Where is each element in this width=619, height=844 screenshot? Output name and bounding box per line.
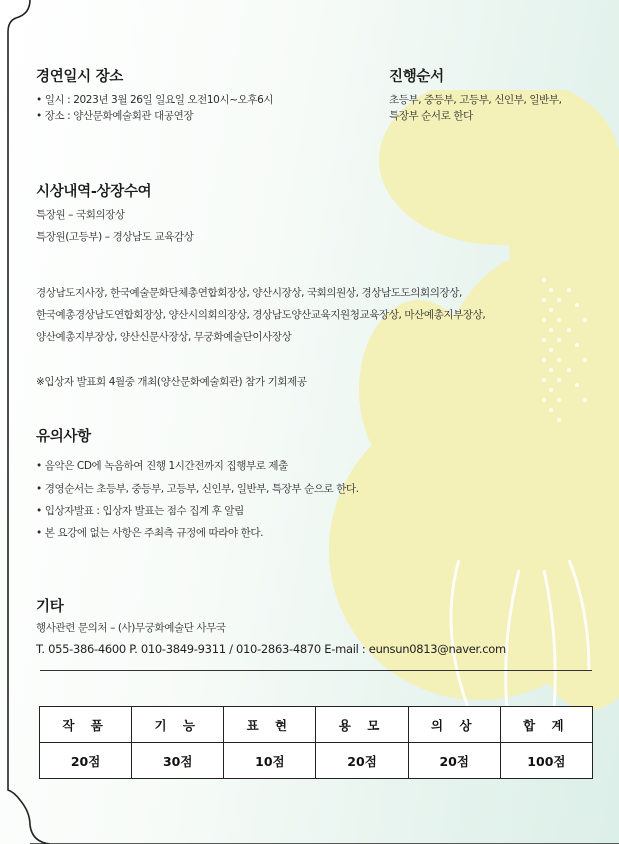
score-value-cell: 20점 [408, 743, 500, 779]
order-title: 진행순서 [389, 69, 444, 85]
score-value-cell: 20점 [40, 743, 132, 779]
score-header-cell: 의 상 [408, 707, 500, 743]
awards-line-1: 특장원 – 국회의장상 [36, 209, 125, 221]
score-value-cell: 30점 [132, 743, 224, 779]
score-header-cell: 작 품 [40, 707, 132, 743]
divider [40, 670, 592, 671]
schedule-venue: • 장소 : 양산문화예술회관 대공연장 [36, 108, 193, 123]
score-table [39, 706, 593, 779]
score-value-cell: 10점 [224, 743, 316, 779]
score-value-cell: 100점 [500, 743, 592, 779]
etc-inquiry: 행사관련 문의처 – (사)무궁화예술단 사무국 [36, 622, 226, 634]
notice-item-3: • 입상자발표 : 입상자 발표는 점수 집계 후 알림 [36, 503, 244, 518]
score-header-cell: 합 계 [500, 707, 592, 743]
score-header-cell: 표 현 [224, 707, 316, 743]
sponsors-line-2: 한국예총경상남도연합회장상, 양산시의회의장상, 경상남도양산교육지원청교육장상, 마산예총지부장상, [36, 309, 486, 321]
etc-contact: T. 055-386-4600 P. 010-3849-9311 / 010-2863-4870 E-mail : eunsun0813@naver.com [36, 642, 506, 656]
etc-title: 기타 [36, 599, 64, 615]
awards-note: ※입상자 발표회 4월중 개최(양산문화예술회관) 참가 기회제공 [36, 376, 307, 388]
notice-item-2: • 경영순서는 초등부, 중등부, 고등부, 신인부, 일반부, 특장부 순으로 한다. [36, 481, 359, 496]
score-value-row [40, 743, 593, 779]
notice-item-4: • 본 요강에 없는 사항은 주최측 규정에 따라야 한다. [36, 525, 263, 540]
awards-line-2: 특장원(고등부) – 경상남도 교육감상 [36, 231, 194, 243]
order-line-2: 특장부 순서로 한다 [389, 110, 473, 122]
schedule-title: 경연일시 장소 [36, 69, 123, 85]
score-header-row [40, 707, 593, 743]
schedule-date: • 일시 : 2023년 3월 26일 일요일 오전10시~오후6시 [36, 92, 273, 107]
awards-title: 시상내역-상장수여 [36, 184, 152, 200]
notice-item-1: • 음악은 CD에 녹음하여 진행 1시간전까지 집행부로 제출 [36, 458, 288, 473]
sponsors-line-3: 양산예총지부장상, 양산신문사장상, 무궁화예술단이사장상 [36, 331, 292, 343]
notice-title: 유의사항 [36, 429, 91, 445]
score-header-cell: 용 모 [316, 707, 408, 743]
order-line-1: 초등부, 중등부, 고등부, 신인부, 일반부, [389, 94, 562, 106]
score-header-cell: 기 능 [132, 707, 224, 743]
sponsors-line-1: 경상남도지사장, 한국예술문화단체총연합회장상, 양산시장상, 국회의원상, 경상남도도의회의장상, [36, 287, 462, 299]
score-value-cell: 20점 [316, 743, 408, 779]
